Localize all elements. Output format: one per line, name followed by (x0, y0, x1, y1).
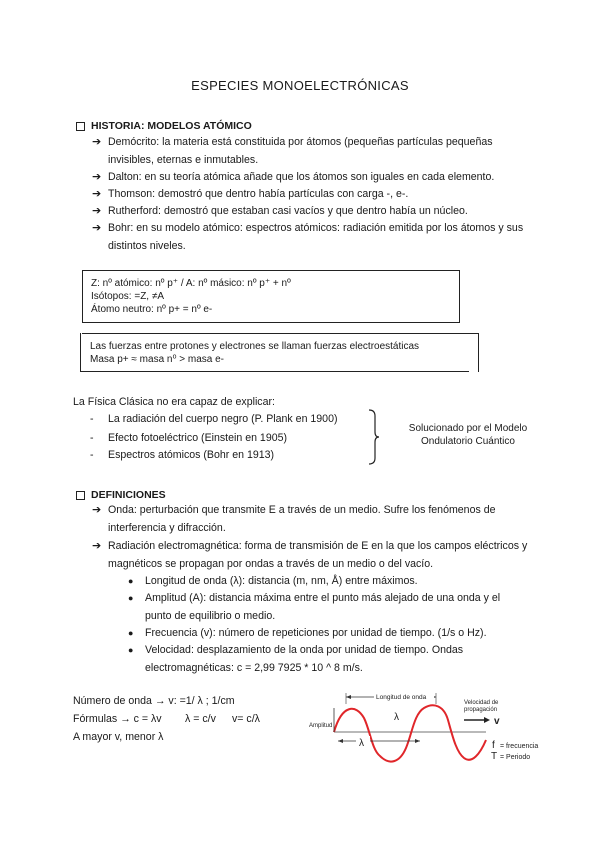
wave-diagram (308, 690, 548, 770)
velocity-label-1: Velocidad de (464, 700, 499, 706)
formula-c: Fórmulas → c = λv (73, 713, 162, 725)
list-item-text: Efecto fotoeléctrico (Einstein en 1905) (108, 432, 288, 444)
frequency-symbol: f (492, 740, 495, 751)
arrow-right-icon: ➔ (92, 136, 102, 148)
arrow-right-icon: ➔ (92, 540, 102, 552)
formula-lambda: λ = c/v (185, 713, 216, 725)
section-definiciones-label: DEFINICIONES (91, 489, 166, 501)
forces-box (82, 333, 479, 372)
list-item-text: Frecuencia (v): número de repeticiones por unidad de tiempo. (1/s o Hz). (145, 627, 487, 639)
list-item (90, 411, 338, 429)
list-item-text: Thomson: demostró que dentro había partículas con carga -, e-. (108, 188, 409, 200)
box-line: Masa p+ ≈ masa n⁰ > masa e- (90, 354, 224, 365)
list-item (90, 447, 274, 465)
list-item (92, 502, 532, 537)
dash-bullet: - (90, 413, 94, 425)
checkbox-square-icon (76, 122, 85, 131)
formula-v: v= c/λ (232, 713, 260, 725)
list-item-text: Bohr: en su modelo atómico: espectros atómicos: radiación emitida por los átomos y sus distintos niveles. (108, 222, 524, 252)
list-item (92, 134, 532, 169)
curly-brace-icon (366, 408, 382, 466)
amplitude-label: Amplitud (309, 723, 333, 729)
list-item (92, 538, 532, 573)
arrowhead-icon (338, 739, 343, 743)
box-line: Isótopos: =Z, ≠A (91, 291, 165, 302)
arrowhead-icon (415, 739, 420, 743)
box-line: Las fuerzas entre protones y electrones se llaman fuerzas electroestáticas (90, 341, 420, 352)
dash-bullet: - (90, 432, 94, 444)
arrow-right-icon: ➔ (92, 222, 102, 234)
list-item-text: Amplitud (A): distancia máxima entre el punto más alejado de una onda y el punto de equilibrio o medio. (145, 592, 501, 622)
brace-note-line: Ondulatorio Cuántico (421, 436, 515, 447)
list-item-text: Espectros atómicos (Bohr en 1913) (108, 449, 275, 461)
brace-note (400, 422, 536, 448)
period-label: = Periodo (500, 754, 531, 761)
list-item-text: Velocidad: desplazamiento de la onda por unidad de tiempo. Ondas electromagnéticas: c = 2,99 7925 * 10 ^ 8 m/s. (145, 644, 464, 674)
brace-note-line: Solucionado por el Modelo (408, 423, 528, 434)
list-item (90, 430, 287, 448)
section-definiciones-heading (76, 489, 166, 501)
list-item (128, 573, 528, 591)
list-item-text: Dalton: en su teoría atómica añade que los átomos son iguales en cada elemento. (108, 171, 495, 183)
box-border-bottom (80, 371, 469, 372)
arrowhead-icon (484, 717, 490, 723)
box-border-left (80, 333, 81, 371)
list-item (92, 220, 532, 255)
section-historia-label: HISTORIA: MODELOS ATÓMICO (91, 120, 252, 132)
bullet-dot-icon: ● (128, 628, 134, 638)
list-item-text: Radiación electromagnética: forma de transmisión de E en la que los campos eléctricos y magnéticos se propagan por ondas a través de un medio o del vacío. (108, 540, 528, 570)
list-item (92, 169, 532, 187)
atomic-definitions-box (82, 270, 460, 323)
lambda-symbol-top: λ (394, 712, 399, 723)
list-item (128, 625, 528, 643)
fisica-intro: La Física Clásica no era capaz de explicar: (73, 396, 275, 408)
list-item-text: Rutherford: demostró que estaban casi vacíos y que dentro había un núcleo. (108, 205, 468, 217)
sine-wave (334, 705, 486, 761)
checkbox-square-icon (76, 491, 85, 500)
bullet-dot-icon: ● (128, 593, 134, 603)
list-item (92, 203, 532, 221)
formula-wavenumber: Número de onda → v: =1/ λ ; 1/cm (73, 695, 235, 707)
velocity-label-2: propagación (464, 707, 498, 713)
list-item-text: Onda: perturbación que transmite E a través de un medio. Sufre los fenómenos de interferencia y difracción. (108, 504, 496, 534)
frequency-label: = frecuencia (500, 743, 539, 750)
formula-note: A mayor v, menor λ (73, 731, 164, 743)
period-symbol: T (491, 751, 498, 762)
arrowhead-icon (346, 695, 351, 699)
velocity-symbol: v (494, 716, 500, 727)
box-line: Z: nº atómico: nº p⁺ / A: nº másico: nº p⁺ + nº (91, 278, 291, 289)
list-item (128, 642, 528, 677)
page-title: ESPECIES MONOELECTRÓNICAS (191, 78, 409, 93)
arrow-right-icon: ➔ (92, 504, 102, 516)
list-item-text: La radiación del cuerpo negro (P. Plank en 1900) (108, 413, 338, 425)
list-item-text: Longitud de onda (λ): distancia (m, nm, Å) entre máximos. (145, 575, 418, 587)
section-historia-heading (76, 120, 252, 132)
arrow-right-icon: ➔ (92, 205, 102, 217)
list-item-text: Demócrito: la materia está constituida por átomos (pequeñas partículas pequeñas invisibles, eternas e inmutables. (108, 136, 493, 166)
list-item (128, 590, 528, 625)
arrow-right-icon: ➔ (92, 188, 102, 200)
lambda-symbol-bottom: λ (359, 738, 364, 749)
bullet-dot-icon: ● (128, 576, 134, 586)
wavelength-label: Longitud de onda (376, 694, 427, 701)
box-line: Átomo neutro: nº p+ = nº e- (91, 304, 213, 315)
arrow-right-icon: ➔ (92, 171, 102, 183)
list-item (92, 186, 532, 204)
dash-bullet: - (90, 449, 94, 461)
bullet-dot-icon: ● (128, 645, 134, 655)
